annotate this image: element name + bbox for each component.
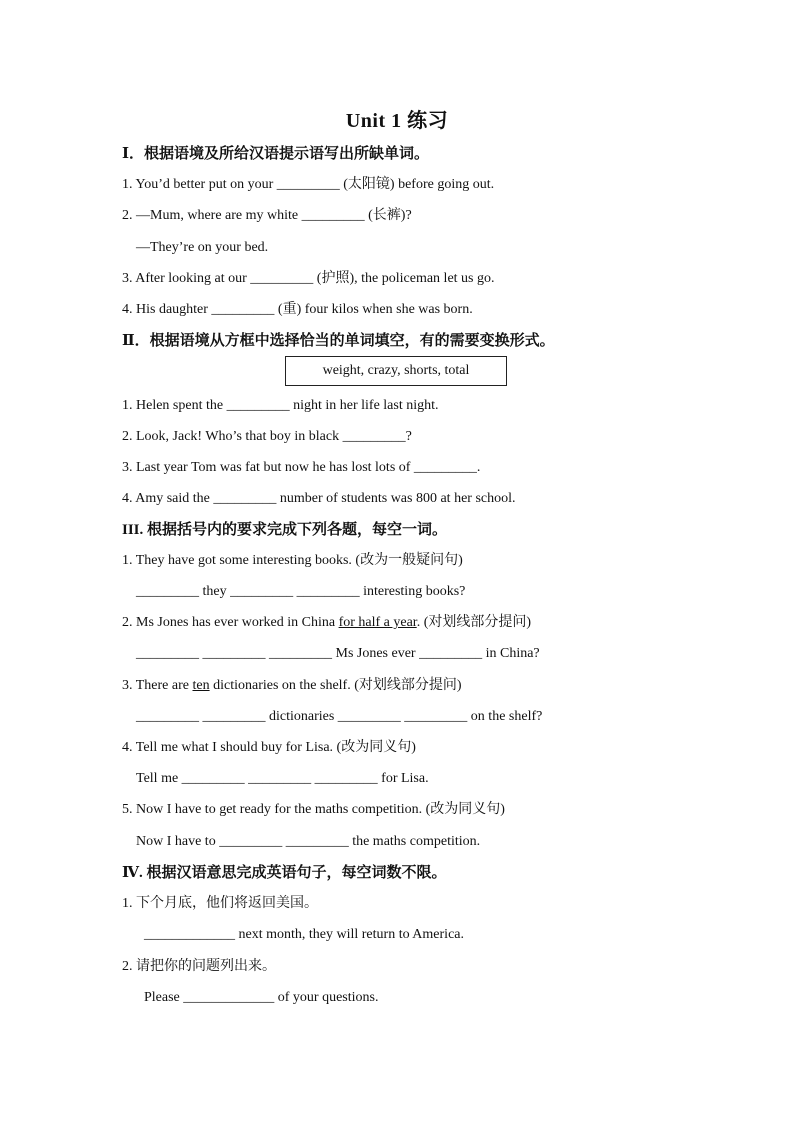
section-2-q3: 3. Last year Tom was fat but now he has lost lots of _________. <box>122 460 481 475</box>
section-1-q1: 1. You’d better put on your _________ (太阳镜) before going out. <box>122 177 495 192</box>
section-1-q2-answer: —They’re on your bed. <box>136 240 269 255</box>
section-3-q5-answer: Now I have to _________ _________ the maths competition. <box>136 834 481 849</box>
section-3-q1: 1. They have got some interesting books. (改为一般疑问句) <box>122 553 463 568</box>
word-box: weight, crazy, shorts, total <box>285 356 507 386</box>
section-3-q1-answer: _________ they _________ _________ interesting books? <box>136 584 466 599</box>
section-3-heading: III. 根据括号内的要求完成下列各题，每空一词。 <box>122 522 448 538</box>
section-1-q3: 3. After looking at our _________ (护照), the policeman let us go. <box>122 271 495 286</box>
section-2-heading: Ⅱ．根据语境从方框中选择恰当的单词填空，有的需要变换形式。 <box>122 333 555 349</box>
section-3-q2 <box>122 613 531 633</box>
section-3-q3-answer: _________ _________ dictionaries _________ _________ on the shelf? <box>136 709 543 724</box>
underlined-phrase: for half a year <box>338 615 417 630</box>
section-3-q5: 5. Now I have to get ready for the maths competition. (改为同义句) <box>122 802 505 817</box>
section-1-q4: 4. His daughter _________ (重) four kilos when she was born. <box>122 302 473 317</box>
section-4-q1-answer: _____________ next month, they will return to America. <box>144 927 465 942</box>
section-3-q3 <box>122 676 462 696</box>
section-1-heading: Ⅰ．根据语境及所给汉语提示语写出所缺单词。 <box>122 146 430 162</box>
section-4-q1: 1. 下个月底，他们将返回美国。 <box>122 896 318 911</box>
section-3-q4: 4. Tell me what I should buy for Lisa. (改为同义句) <box>122 740 416 755</box>
underlined-word: ten <box>192 678 210 693</box>
section-4-heading: Ⅳ. 根据汉语意思完成英语句子，每空词数不限。 <box>122 865 447 881</box>
section-3-q2-instruction: . (对划线部分提问) <box>416 615 532 630</box>
section-4-q2: 2. 请把你的问题列出来。 <box>122 959 276 974</box>
section-3-q3-text: 3. There are <box>122 678 193 693</box>
section-2-q1: 1. Helen spent the _________ night in her life last night. <box>122 398 439 413</box>
section-3-q3-instruction: dictionaries on the shelf. (对划线部分提问) <box>209 678 462 693</box>
section-2-q2: 2. Look, Jack! Who’s that boy in black _________? <box>122 429 412 444</box>
section-3-q2-text: 2. Ms Jones has ever worked in China <box>122 615 339 630</box>
section-1-q2: 2. —Mum, where are my white _________ (长裤)? <box>122 208 412 223</box>
section-2-q4: 4. Amy said the _________ number of students was 800 at her school. <box>122 491 516 506</box>
section-3-q4-answer: Tell me _________ _________ _________ for Lisa. <box>136 771 429 786</box>
section-3-q2-answer: _________ _________ _________ Ms Jones ever _________ in China? <box>136 646 540 661</box>
page-title: Unit 1 练习 <box>345 110 449 132</box>
section-4-q2-answer: Please _____________ of your questions. <box>144 990 379 1005</box>
